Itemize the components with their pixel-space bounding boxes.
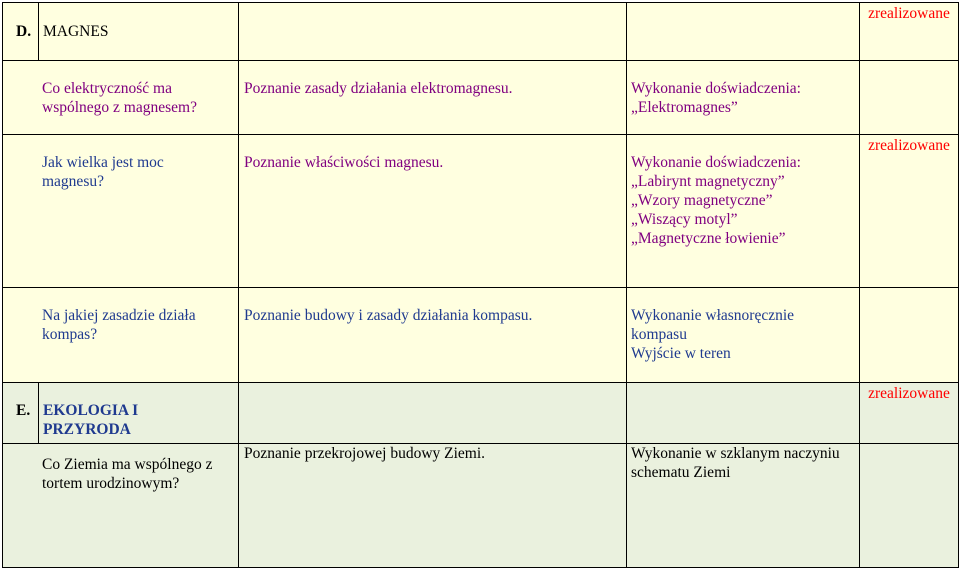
table-row <box>3 383 959 444</box>
topic-cell <box>239 444 627 568</box>
topic-cell <box>239 61 627 135</box>
question-cell <box>39 383 239 444</box>
topic-text: Poznanie zasady działania elektromagnesu. <box>244 80 513 97</box>
status-label: zrealizowane <box>868 5 950 22</box>
topic-text: Poznanie przekrojowej budowy Ziemi. <box>244 445 486 462</box>
topic-text: Poznanie budowy i zasady działania kompasu. <box>244 307 533 324</box>
question-text: Jak wielka jest moc magnesu? <box>42 154 164 190</box>
activity-cell <box>627 3 860 61</box>
section-letter-cell <box>3 383 39 444</box>
question-text: Na jakiej zasadzie działa kompas? <box>42 307 196 343</box>
activity-cell <box>627 135 860 288</box>
section-letter: D. <box>16 23 32 40</box>
activity-text: Wykonanie doświadczenia: „Labirynt magnetyczny” „Wzory magnetyczne” „Wiszący motyl” „Magnetyczne łowienie” <box>631 154 801 247</box>
section-title: EKOLOGIA I PRZYRODA <box>43 402 139 438</box>
activity-text: Wykonanie doświadczenia: „Elektromagnes” <box>631 80 801 116</box>
status-label: zrealizowane <box>868 137 950 154</box>
table-row <box>3 288 959 383</box>
status-label: zrealizowane <box>868 385 950 402</box>
topic-cell <box>239 3 627 61</box>
table-row <box>3 444 959 568</box>
activity-text: Wykonanie w szklanym naczyniu schematu Ziemi <box>631 445 840 481</box>
question-cell <box>3 288 239 383</box>
topic-text: Poznanie właściwości magnesu. <box>244 154 444 171</box>
topic-cell <box>239 288 627 383</box>
question-text: Co elektryczność ma wspólnego z magnesem? <box>42 80 197 116</box>
section-title: MAGNES <box>43 23 109 40</box>
table-row <box>3 135 959 288</box>
status-cell <box>860 383 959 444</box>
status-cell <box>860 444 959 568</box>
status-cell <box>860 61 959 135</box>
table-row <box>3 61 959 135</box>
topic-cell <box>239 383 627 444</box>
topic-cell <box>239 135 627 288</box>
status-cell <box>860 3 959 61</box>
activity-cell <box>627 288 860 383</box>
activity-text: Wykonanie własnoręcznie kompasu Wyjście w teren <box>631 307 795 362</box>
curriculum-table <box>2 2 959 568</box>
section-letter-cell <box>3 3 39 61</box>
status-cell <box>860 288 959 383</box>
activity-cell <box>627 383 860 444</box>
activity-cell <box>627 444 860 568</box>
question-cell <box>3 135 239 288</box>
question-text: Co Ziemia ma wspólnego z tortem urodzinowym? <box>42 456 213 492</box>
table-row <box>3 3 959 61</box>
question-cell <box>3 444 239 568</box>
question-cell <box>39 3 239 61</box>
activity-cell <box>627 61 860 135</box>
status-cell <box>860 135 959 288</box>
section-letter: E. <box>16 402 31 419</box>
question-cell <box>3 61 239 135</box>
